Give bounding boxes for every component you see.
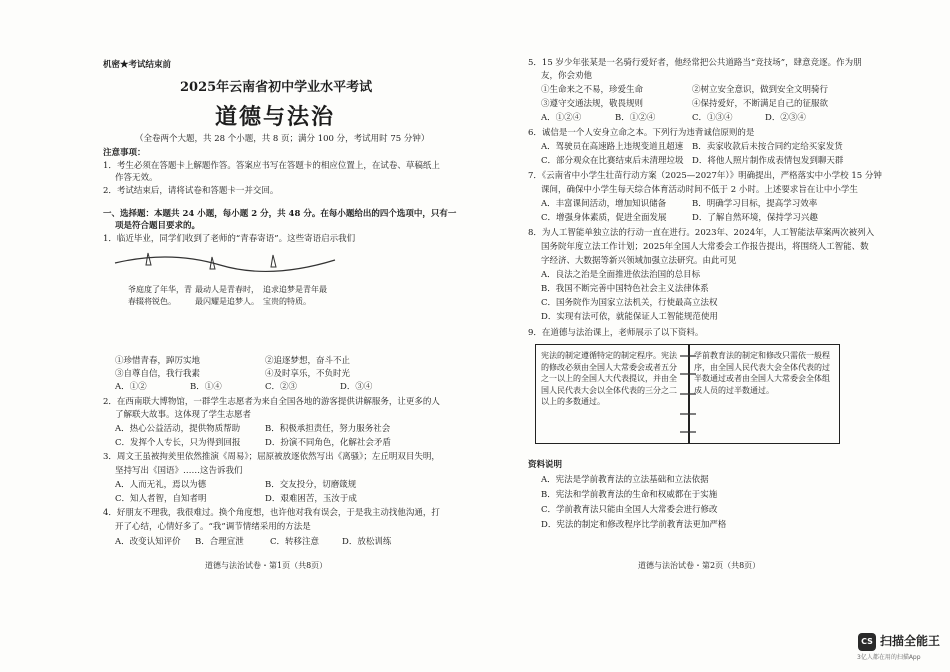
- q5-option-b: B．①②④: [615, 113, 656, 123]
- q8-option-c: C．国务院作为国家立法机关，行使最高立法权: [541, 298, 718, 308]
- q2-option-d: D．扮演不同角色，化解社会矛盾: [265, 438, 391, 448]
- q4-option-a: A．改变认知评价: [115, 537, 181, 547]
- q1-item: ④及时享乐，不负时光: [265, 369, 351, 379]
- q5-option-a: A．①②④: [541, 113, 582, 123]
- q9-option-a: A．宪法是学前教育法的立法基础和立法依据: [541, 475, 709, 485]
- q2-option-c: C．发挥个人专长，只为得到回报: [115, 438, 241, 448]
- exam-title: 2025年云南省初中学业水平考试: [180, 80, 373, 95]
- camscanner-tagline: 3亿人都在用的扫描App: [857, 654, 921, 661]
- q7-stem: 7．《云南省中小学生壮苗行动方案（2025—2027年）》明确提出，严格落实中小学校 15 分钟: [528, 171, 882, 181]
- q1-card-1: 爷庭度了年华，青春辍将锐色。: [128, 285, 192, 306]
- q1-item: ③自尊自信，我行我素: [115, 369, 201, 379]
- q8-stem-cont: 国务院年度立法工作计划；2025年全国人大常委会工作报告提出，将围绕人工智能、数: [541, 242, 869, 252]
- confidential-label: 机密★考试结束前: [103, 60, 172, 70]
- q6-option-a: A．驾驶员在高速路上违规变道且超速: [541, 142, 684, 152]
- q9-option-d: D．宪法的制定和修改程序比学前教育法更加严格: [541, 520, 727, 530]
- q8-option-b: B．我国不断完善中国特色社会主义法律体系: [541, 284, 709, 294]
- q5-option-c: C．①③④: [692, 113, 733, 123]
- q5-option-d: D．②③④: [765, 113, 806, 123]
- q1-card-2: 最动人是青春时，最闪耀是追梦人。: [195, 285, 259, 306]
- q2-option-b: B．积极承担责任，努力服务社会: [265, 424, 391, 434]
- q7-option-c: C．增强身体素质，促进全面发展: [541, 213, 667, 223]
- q4-option-d: D．放松训练: [342, 537, 392, 547]
- exam-info: （全卷两个大题，共 28 个小题，共 8 页；满分 100 分，考试用时 75 分钟）: [135, 134, 430, 144]
- section-heading: 一、选择题：本题共 24 小题，每小题 2 分，共 48 分。在每小题给出的四个选项中，只有一: [103, 209, 457, 219]
- q5-item: ④保持爱好，不断满足自己的征服欲: [692, 99, 829, 109]
- q6-option-c: C．部分观众在比赛结束后未清理垃圾: [541, 156, 684, 166]
- q6-option-b: B．卖家收款后未按合同约定给买家发货: [692, 142, 843, 152]
- q1-stem: 1．临近毕业，同学们收到了老师的“青春寄语”。这些寄语启示我们: [103, 234, 356, 244]
- q8-stem: 8．为人工智能单独立法的行动一直在进行。2023年、2024年，人工智能法草案两次被列入: [528, 228, 875, 238]
- q6-option-d: D．将他人照片制作成表情包发到聊天群: [692, 156, 844, 166]
- q9-option-b: B．宪法和学前教育法的生命和权威都在于实施: [541, 490, 718, 500]
- camscanner-name: 扫描全能王: [880, 634, 941, 648]
- q9-stem: 9．在道德与法治课上，老师展示了以下资料。: [528, 328, 704, 338]
- q3-option-d: D．艰难困苦，玉汝于成: [265, 494, 357, 504]
- q1-option-c: C．②③: [265, 382, 298, 392]
- clip-icon: [146, 253, 151, 265]
- q7-option-b: B．明确学习目标，提高学习效率: [692, 199, 818, 209]
- q1-item: ①珍惜青春，踔厉实地: [115, 356, 201, 366]
- q5-stem: 5．15 岁少年张某是一名骑行爱好者，他经常把公共道路当“竞技场”，肆意竞逐。作为朋: [528, 58, 862, 68]
- clip-icon: [271, 255, 276, 267]
- q6-stem: 6．诚信是一个人安身立命之本。下列行为违背诚信原则的是: [528, 128, 755, 138]
- q1-card-3: 追求追梦是青年最宝贵的特质。: [263, 285, 327, 306]
- q1-option-d: D．③④: [340, 382, 373, 392]
- q7-stem-cont: 课间，确保中小学生每天综合体育活动时间不低于 2 小时。上述要求旨在让中小学生: [541, 185, 858, 195]
- note-line: 2．考试结束后，请将试卷和答题卡一并交回。: [103, 186, 279, 196]
- q1-option-a: A．①②: [115, 382, 147, 392]
- q9-card-constitution-text: 宪法的制定遵循特定的制定程序。宪法的修改必须由全国人大常委会或者五分之一以上的全国人大代表提议，并由全国人民代表大会以全体代表的三分之二以上的多数通过。: [541, 351, 677, 407]
- q5-item: ②树立安全意识，做到安全文明骑行: [692, 85, 829, 95]
- q8-option-d: D．实现有法可依，就能保证人工智能规范使用: [541, 312, 718, 322]
- q5-stem-cont: 友，你会劝他: [541, 71, 593, 81]
- q2-stem: 2．在西南联大博物馆，一群学生志愿者为来自全国各地的游客提供讲解服务，让更多的人: [103, 397, 440, 407]
- ring-binder-icon: [676, 344, 700, 444]
- q3-option-c: C．知人者智，自知者明: [115, 494, 207, 504]
- q3-stem: 3．周文王虽被拘羑里依然推演《周易》；屈原被放逐依然写出《离骚》；左丘明双目失明，: [103, 452, 440, 462]
- q8-stem-cont: 字经济、大数据等新兴领域加强立法研究。由此可见: [541, 256, 737, 266]
- q7-option-a: A．丰富课间活动，增加知识储备: [541, 199, 667, 209]
- q1-item: ②追逐梦想，奋斗不止: [265, 356, 351, 366]
- page1-footer: 道德与法治试卷・第1页（共8页）: [205, 561, 328, 570]
- q3-option-b: B．交友投分，切磨箴规: [265, 480, 357, 490]
- q9-explain-heading: 资料说明: [528, 460, 563, 470]
- q1-option-b: B．①④: [190, 382, 222, 392]
- q3-option-a: A．人而无礼，焉以为德: [115, 480, 207, 490]
- q3-stem-cont: 坚持写出《国语》……这告诉我们: [115, 466, 243, 476]
- q2-stem-cont: 了解联大故事。这体现了学生志愿者: [115, 410, 252, 420]
- q4-option-b: B．合理宣泄: [195, 537, 244, 547]
- page2-footer: 道德与法治试卷・第2页（共8页）: [638, 561, 761, 570]
- q9-option-c: C．学前教育法只能由全国人大常委会进行修改: [541, 505, 718, 515]
- q5-item: ③遵守交通法规，敬畏规则: [541, 99, 644, 109]
- q9-card-preschool-law-text: 学前教育法的制定和修改只需依一般程序，由全国人民代表大会全体代表的过半数通过或者由全国人大常委会全体组成人员的过半数通过。: [694, 351, 830, 395]
- notes-heading: 注意事项：: [103, 148, 146, 158]
- note-line: 1．考生必须在答题卡上解题作答。答案应书写在答题卡的相应位置上，在试卷、草稿纸上: [103, 161, 440, 171]
- note-line: 作答无效。: [115, 173, 158, 183]
- q8-option-a: A．良法之治是全面推进依法治国的总目标: [541, 270, 701, 280]
- q4-stem-cont: 开了心结，心情好多了。“我”调节情绪采用的方法是: [115, 522, 311, 532]
- subject-title: 道德与法治: [215, 104, 336, 130]
- q2-option-a: A．热心公益活动，提供物质帮助: [115, 424, 241, 434]
- q4-stem: 4．好朋友不理我，我很难过。换个角度想，也许他对我有误会，于是我主动找他沟通，打: [103, 508, 440, 518]
- q4-option-c: C．转移注意: [270, 537, 320, 547]
- q7-option-d: D．了解自然环境，保持学习兴趣: [692, 213, 818, 223]
- section-heading-cont: 项是符合题目要求的。: [115, 221, 201, 231]
- q5-item: ①生命来之不易，珍爱生命: [541, 85, 644, 95]
- camscanner-logo: CS: [858, 633, 876, 651]
- q1-string-illustration: [110, 245, 340, 285]
